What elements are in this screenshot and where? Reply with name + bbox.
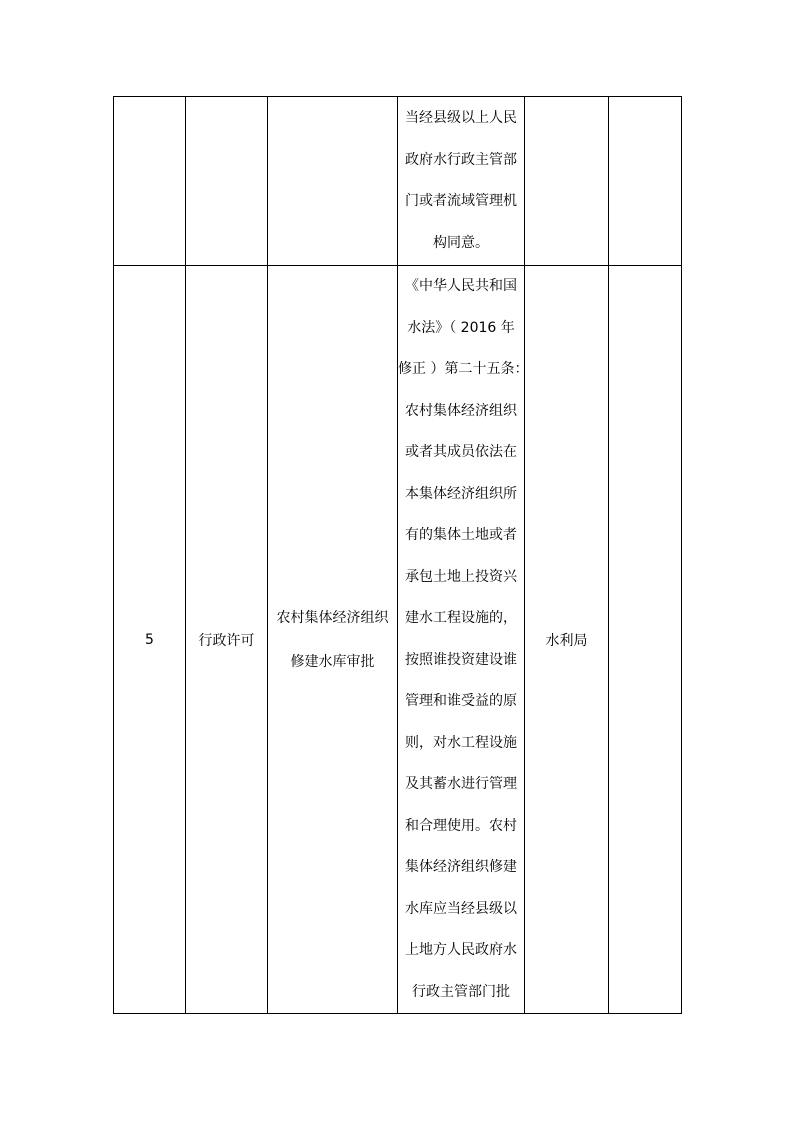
remark-cell <box>609 97 682 266</box>
item-cell <box>268 97 398 266</box>
table-row <box>114 97 682 266</box>
basis-line: 有的集体土地或者 <box>405 527 517 543</box>
basis-line: 门或者流域管理机 <box>405 193 517 209</box>
index-cell: 5 <box>114 266 186 1014</box>
category-cell: 行政许可 <box>186 266 268 1014</box>
basis-line: 建水工程设施的， <box>405 610 517 626</box>
basis-line: 本集体经济组织所 <box>405 485 517 502</box>
basis-line: 集体经济组织修建 <box>405 859 517 875</box>
department-cell <box>525 97 609 266</box>
basis-line: 则，对水工程设施 <box>405 734 517 751</box>
category-cell <box>186 97 268 266</box>
basis-line: 《中华人民共和国 <box>405 278 517 294</box>
basis-line: 承包土地上投资兴 <box>405 568 517 585</box>
basis-cell <box>398 97 525 266</box>
basis-line: 行政主管部门批 <box>412 983 510 1000</box>
permit-table <box>113 96 682 1014</box>
basis-line: 当经县级以上人民 <box>405 110 517 126</box>
basis-line: 水库应当经县级以 <box>405 900 517 917</box>
basis-line: 水法》（ 2016 年 <box>407 319 515 336</box>
remark-cell <box>609 266 682 1014</box>
department-cell: 水利局 <box>525 266 609 1014</box>
basis-cell <box>398 266 529 1014</box>
basis-line: 或者其成员依法在 <box>405 444 517 460</box>
basis-line: 和合理使用。农村 <box>405 817 517 834</box>
index-cell <box>114 97 186 266</box>
basis-line: 管理和谁受益的原 <box>405 693 517 709</box>
item-line: 修建水库审批 <box>290 653 375 670</box>
basis-line: 构同意。 <box>433 234 489 251</box>
table-row <box>114 266 682 1014</box>
item-cell <box>268 266 398 1014</box>
basis-line: 按照谁投资建设谁 <box>405 651 517 668</box>
basis-line: 修正 ）第二十五条： <box>398 361 529 377</box>
basis-line: 及其蓄水进行管理 <box>405 776 517 792</box>
basis-line: 上地方人民政府水 <box>405 942 517 958</box>
basis-line: 农村集体经济组织 <box>405 402 517 419</box>
item-line: 农村集体经济组织 <box>276 609 389 626</box>
basis-line: 政府水行政主管部 <box>405 151 517 168</box>
